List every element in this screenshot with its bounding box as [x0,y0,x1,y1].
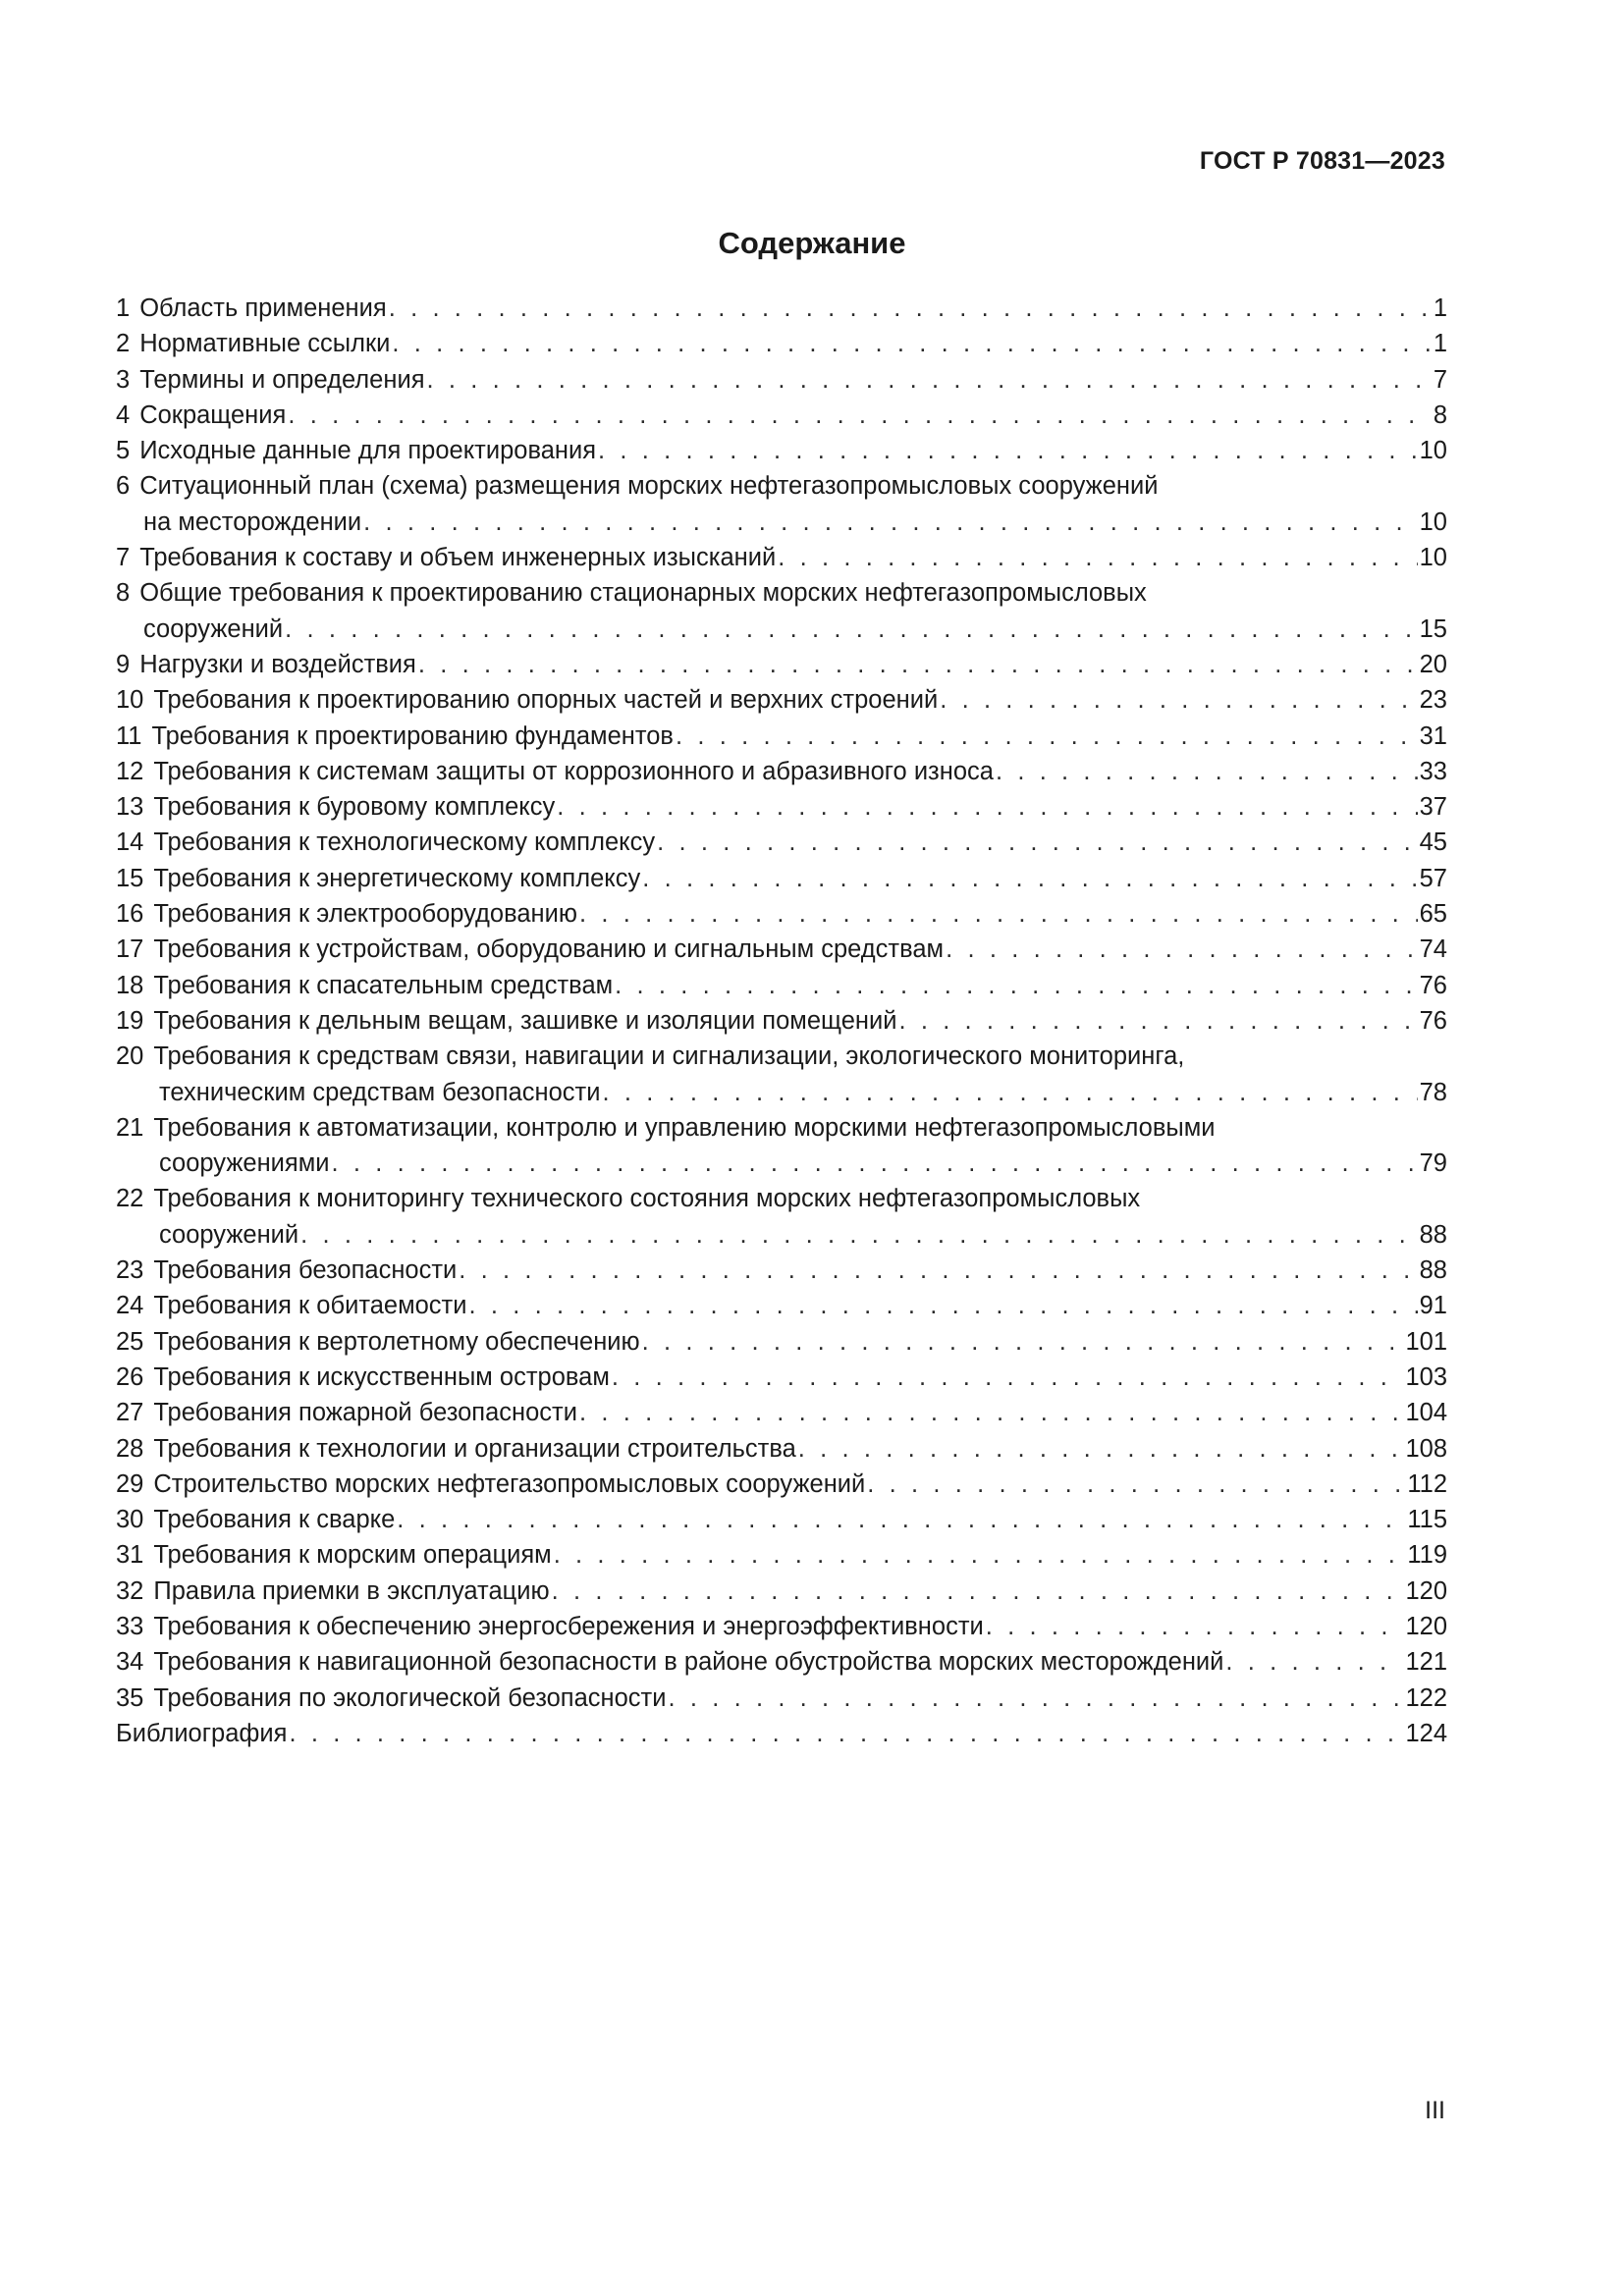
toc-entry-number: 32 [116,1576,144,1605]
toc-leader-dots [657,825,1418,860]
toc-entry-number: 10 [116,686,144,715]
toc-entry-page: 76 [1419,971,1447,999]
toc-entry-page: 76 [1419,1006,1447,1035]
toc-entry-title-line1: Ситуационный план (схема) размещения морских нефтегазопромысловых сооружений [139,472,1159,501]
toc-entry-number: 34 [116,1648,144,1677]
toc-leader-dots [285,612,1417,647]
toc-entry-title: Требования к сварке [153,1506,396,1534]
toc-entry-1[interactable] [116,291,1447,326]
toc-entry-title-line1: Общие требования к проектированию стационарных морских нефтегазопромысловых [139,579,1147,608]
toc-entry-8[interactable] [116,575,1447,647]
toc-entry-24[interactable] [116,1288,1447,1323]
toc-entry-number: 9 [116,650,131,678]
toc-leader-dots [363,505,1417,540]
toc-entry-27[interactable] [116,1395,1447,1430]
toc-entry-title: Требования к системам защиты от коррозионного и абразивного износа [153,757,994,785]
table-of-contents [116,291,1447,1751]
toc-leader-dots [300,1217,1417,1253]
toc-entry-number: 4 [116,400,131,429]
toc-leader-dots [468,1288,1417,1323]
toc-leader-dots [389,291,1432,326]
toc-entry-number: 25 [116,1327,144,1356]
toc-entry-number: 23 [116,1256,144,1285]
toc-entry-number: 17 [116,935,144,964]
toc-leader-dots [778,540,1417,575]
toc-entry-page: 79 [1419,1149,1447,1178]
toc-entry-4[interactable] [116,398,1447,433]
toc-entry-title: Нагрузки и воздействия [139,650,416,678]
page-number: III [1425,2097,1445,2124]
toc-entry-title: Требования к технологическому комплексу [153,828,656,857]
toc-leader-dots [940,682,1417,718]
toc-entry-title: Требования к обеспечению энергосбережения и энергоэффективности [153,1612,984,1640]
toc-entry-page: 65 [1419,900,1447,929]
toc-entry-25[interactable] [116,1324,1447,1360]
document-code: ГОСТ Р 70831—2023 [1199,147,1445,175]
toc-entry-number: 33 [116,1612,144,1640]
toc-entry-page: 31 [1419,721,1447,750]
toc-entry-title: Строительство морских нефтегазопромысловых сооружений [153,1469,866,1498]
toc-entry-page: 23 [1419,686,1447,715]
toc-leader-dots [579,1395,1403,1430]
toc-entry-number: 35 [116,1683,144,1712]
toc-entry-title: Требования к устройствам, оборудованию и сигнальным средствам [153,935,945,964]
toc-entry-page: 1 [1433,294,1447,322]
toc-entry-number: 27 [116,1399,144,1427]
toc-entry-number: 26 [116,1362,144,1391]
toc-leader-dots [986,1609,1404,1644]
toc-leader-dots [289,1716,1403,1751]
toc-entry-number: 22 [116,1185,144,1213]
toc-entry-title: Требования к буровому комплексу [153,793,556,822]
toc-entry-page: 101 [1405,1327,1447,1356]
toc-entry-page: 104 [1405,1399,1447,1427]
toc-entry-5[interactable] [116,433,1447,468]
toc-entry-title: Нормативные ссылки [139,330,391,358]
toc-entry-page: 45 [1419,828,1447,857]
toc-entry-6[interactable] [116,468,1447,540]
toc-entry-23[interactable] [116,1253,1447,1288]
toc-entry-number: 19 [116,1006,144,1035]
toc-entry-21[interactable] [116,1110,1447,1182]
toc-entry-title-line1: Требования к автоматизации, контролю и управлению морскими нефтегазопромысловыми [153,1113,1216,1142]
toc-entry-title: Требования к проектированию опорных частей и верхних строений [153,686,939,715]
toc-entry-title: Требования к обитаемости [153,1292,467,1320]
toc-leader-dots [602,1075,1417,1110]
toc-entry-page: 120 [1405,1612,1447,1640]
toc-entry-title-line1: Требования к средствам связи, навигации и сигнализации, экологического мониторинга, [153,1042,1185,1071]
toc-entry-bibliography[interactable] [116,1716,1447,1751]
toc-entry-number: 31 [116,1541,144,1570]
toc-leader-dots [867,1467,1405,1502]
toc-leader-dots [598,433,1418,468]
toc-entry-page: 57 [1419,864,1447,892]
toc-entry-32[interactable] [116,1574,1447,1609]
toc-entry-title: Библиография [116,1719,288,1747]
toc-leader-dots [554,1537,1406,1573]
toc-entry-number: 24 [116,1292,144,1320]
toc-entry-page: 115 [1407,1506,1447,1534]
toc-entry-number: 2 [116,330,131,358]
toc-entry-14[interactable] [116,825,1447,860]
toc-entry-title: Исходные данные для проектирования [139,437,597,465]
toc-entry-title: Требования безопасности [153,1256,458,1285]
toc-entry-31[interactable] [116,1537,1447,1573]
toc-entry-11[interactable] [116,719,1447,754]
toc-entry-12[interactable] [116,754,1447,789]
toc-leader-dots [946,932,1418,967]
toc-leader-dots [288,398,1431,433]
toc-leader-dots [676,719,1418,754]
toc-entry-page: 91 [1419,1292,1447,1320]
toc-entry-number: 14 [116,828,144,857]
toc-entry-page: 119 [1407,1541,1447,1570]
toc-leader-dots [996,754,1418,789]
toc-entry-number: 8 [116,579,131,608]
toc-entry-title: Правила приемки в эксплуатацию [153,1576,550,1605]
toc-leader-dots [552,1574,1404,1609]
toc-entry-29[interactable] [116,1467,1447,1502]
toc-leader-dots [459,1253,1417,1288]
toc-entry-13[interactable] [116,789,1447,825]
toc-entry-number: 29 [116,1469,144,1498]
toc-entry-number: 6 [116,472,131,501]
toc-entry-title-line1: Требования к мониторингу технического состояния морских нефтегазопромысловых [153,1185,1141,1213]
toc-leader-dots [898,1003,1417,1039]
toc-entry-title: Требования к составу и объем инженерных изысканий [139,544,777,572]
toc-entry-page: 78 [1419,1078,1447,1106]
toc-entry-page: 74 [1419,935,1447,964]
toc-entry-28[interactable] [116,1431,1447,1467]
toc-entry-17[interactable] [116,932,1447,967]
toc-entry-number: 18 [116,971,144,999]
toc-entry-10[interactable] [116,682,1447,718]
toc-entry-title: Требования к спасательным средствам [153,971,614,999]
toc-entry-number: 1 [116,294,131,322]
toc-leader-dots [557,789,1417,825]
toc-entry-page: 1 [1433,330,1447,358]
toc-leader-dots [1225,1644,1403,1680]
toc-entry-title: Термины и определения [139,365,425,394]
toc-entry-number: 3 [116,365,131,394]
toc-leader-dots [579,896,1418,932]
toc-entry-page: 88 [1419,1220,1447,1249]
toc-entry-title: Требования к навигационной безопасности в районе обустройства морских месторождений [153,1648,1224,1677]
toc-entry-title: сооружений [143,614,284,643]
toc-entry-page: 37 [1419,793,1447,822]
toc-entry-title: Требования по экологической безопасности [153,1683,667,1712]
toc-leader-dots [331,1146,1417,1181]
toc-entry-number: 28 [116,1434,144,1463]
toc-entry-20[interactable] [116,1039,1447,1110]
toc-entry-30[interactable] [116,1502,1447,1537]
toc-entry-page: 33 [1419,757,1447,785]
toc-entry-title: Требования к дельным вещам, зашивке и изоляции помещений [153,1006,897,1035]
toc-leader-dots [392,326,1431,361]
toc-entry-number: 21 [116,1113,144,1142]
toc-entry-9[interactable] [116,647,1447,682]
toc-entry-page: 8 [1433,400,1447,429]
toc-entry-page: 15 [1419,614,1447,643]
toc-entry-page: 121 [1405,1648,1447,1677]
toc-entry-19[interactable] [116,1003,1447,1039]
toc-entry-number: 20 [116,1042,144,1071]
toc-leader-dots [615,968,1417,1003]
toc-entry-page: 10 [1419,544,1447,572]
toc-entry-3[interactable] [116,362,1447,398]
toc-entry-page: 20 [1419,650,1447,678]
toc-entry-title: Требования к технологии и организации строительства [153,1434,796,1463]
toc-entry-title: сооружениями [159,1149,330,1178]
toc-entry-number: 5 [116,437,131,465]
toc-leader-dots [642,1324,1404,1360]
toc-leader-dots [397,1502,1405,1537]
toc-leader-dots [642,861,1417,896]
toc-entry-page: 124 [1405,1719,1447,1747]
toc-entry-title: Требования к проектированию фундаментов [151,721,674,750]
toc-entry-page: 10 [1419,507,1447,536]
toc-entry-title: Сокращения [139,400,287,429]
toc-entry-number: 15 [116,864,144,892]
toc-entry-page: 108 [1405,1434,1447,1463]
toc-leader-dots [427,362,1432,398]
toc-entry-number: 30 [116,1506,144,1534]
toc-entry-26[interactable] [116,1360,1447,1395]
toc-entry-title: Требования пожарной безопасности [153,1399,577,1427]
toc-entry-page: 112 [1407,1469,1447,1498]
toc-entry-title: Требования к энергетическому комплексу [153,864,641,892]
toc-entry-22[interactable] [116,1181,1447,1253]
toc-entry-2[interactable] [116,326,1447,361]
toc-leader-dots [612,1360,1404,1395]
toc-entry-title: Требования к вертолетному обеспечению [153,1327,640,1356]
toc-entry-18[interactable] [116,968,1447,1003]
toc-entry-33[interactable] [116,1609,1447,1644]
toc-leader-dots [798,1431,1404,1467]
toc-entry-page: 103 [1405,1362,1447,1391]
toc-entry-title: Область применения [139,294,387,322]
toc-entry-page: 88 [1419,1256,1447,1285]
toc-entry-7[interactable] [116,540,1447,575]
toc-entry-15[interactable] [116,861,1447,896]
toc-entry-number: 7 [116,544,131,572]
toc-leader-dots [418,647,1418,682]
toc-entry-page: 122 [1405,1683,1447,1712]
toc-entry-page: 120 [1405,1576,1447,1605]
toc-entry-34[interactable] [116,1644,1447,1680]
toc-title: Содержание [718,226,906,260]
toc-entry-number: 11 [116,721,142,750]
toc-entry-number: 16 [116,900,144,929]
toc-entry-title: Требования к морским операциям [153,1541,552,1570]
toc-entry-title: техническим средствам безопасности [159,1078,601,1106]
toc-entry-35[interactable] [116,1681,1447,1716]
toc-leader-dots [668,1681,1403,1716]
toc-entry-16[interactable] [116,896,1447,932]
toc-entry-title: на месторождении [143,507,362,536]
toc-entry-number: 13 [116,793,144,822]
toc-entry-title: Требования к электрооборудованию [153,900,578,929]
toc-entry-title: Требования к искусственным островам [153,1362,610,1391]
toc-entry-number: 12 [116,757,144,785]
toc-entry-page: 10 [1419,437,1447,465]
toc-entry-title: сооружений [159,1220,299,1249]
toc-entry-page: 7 [1433,365,1447,394]
